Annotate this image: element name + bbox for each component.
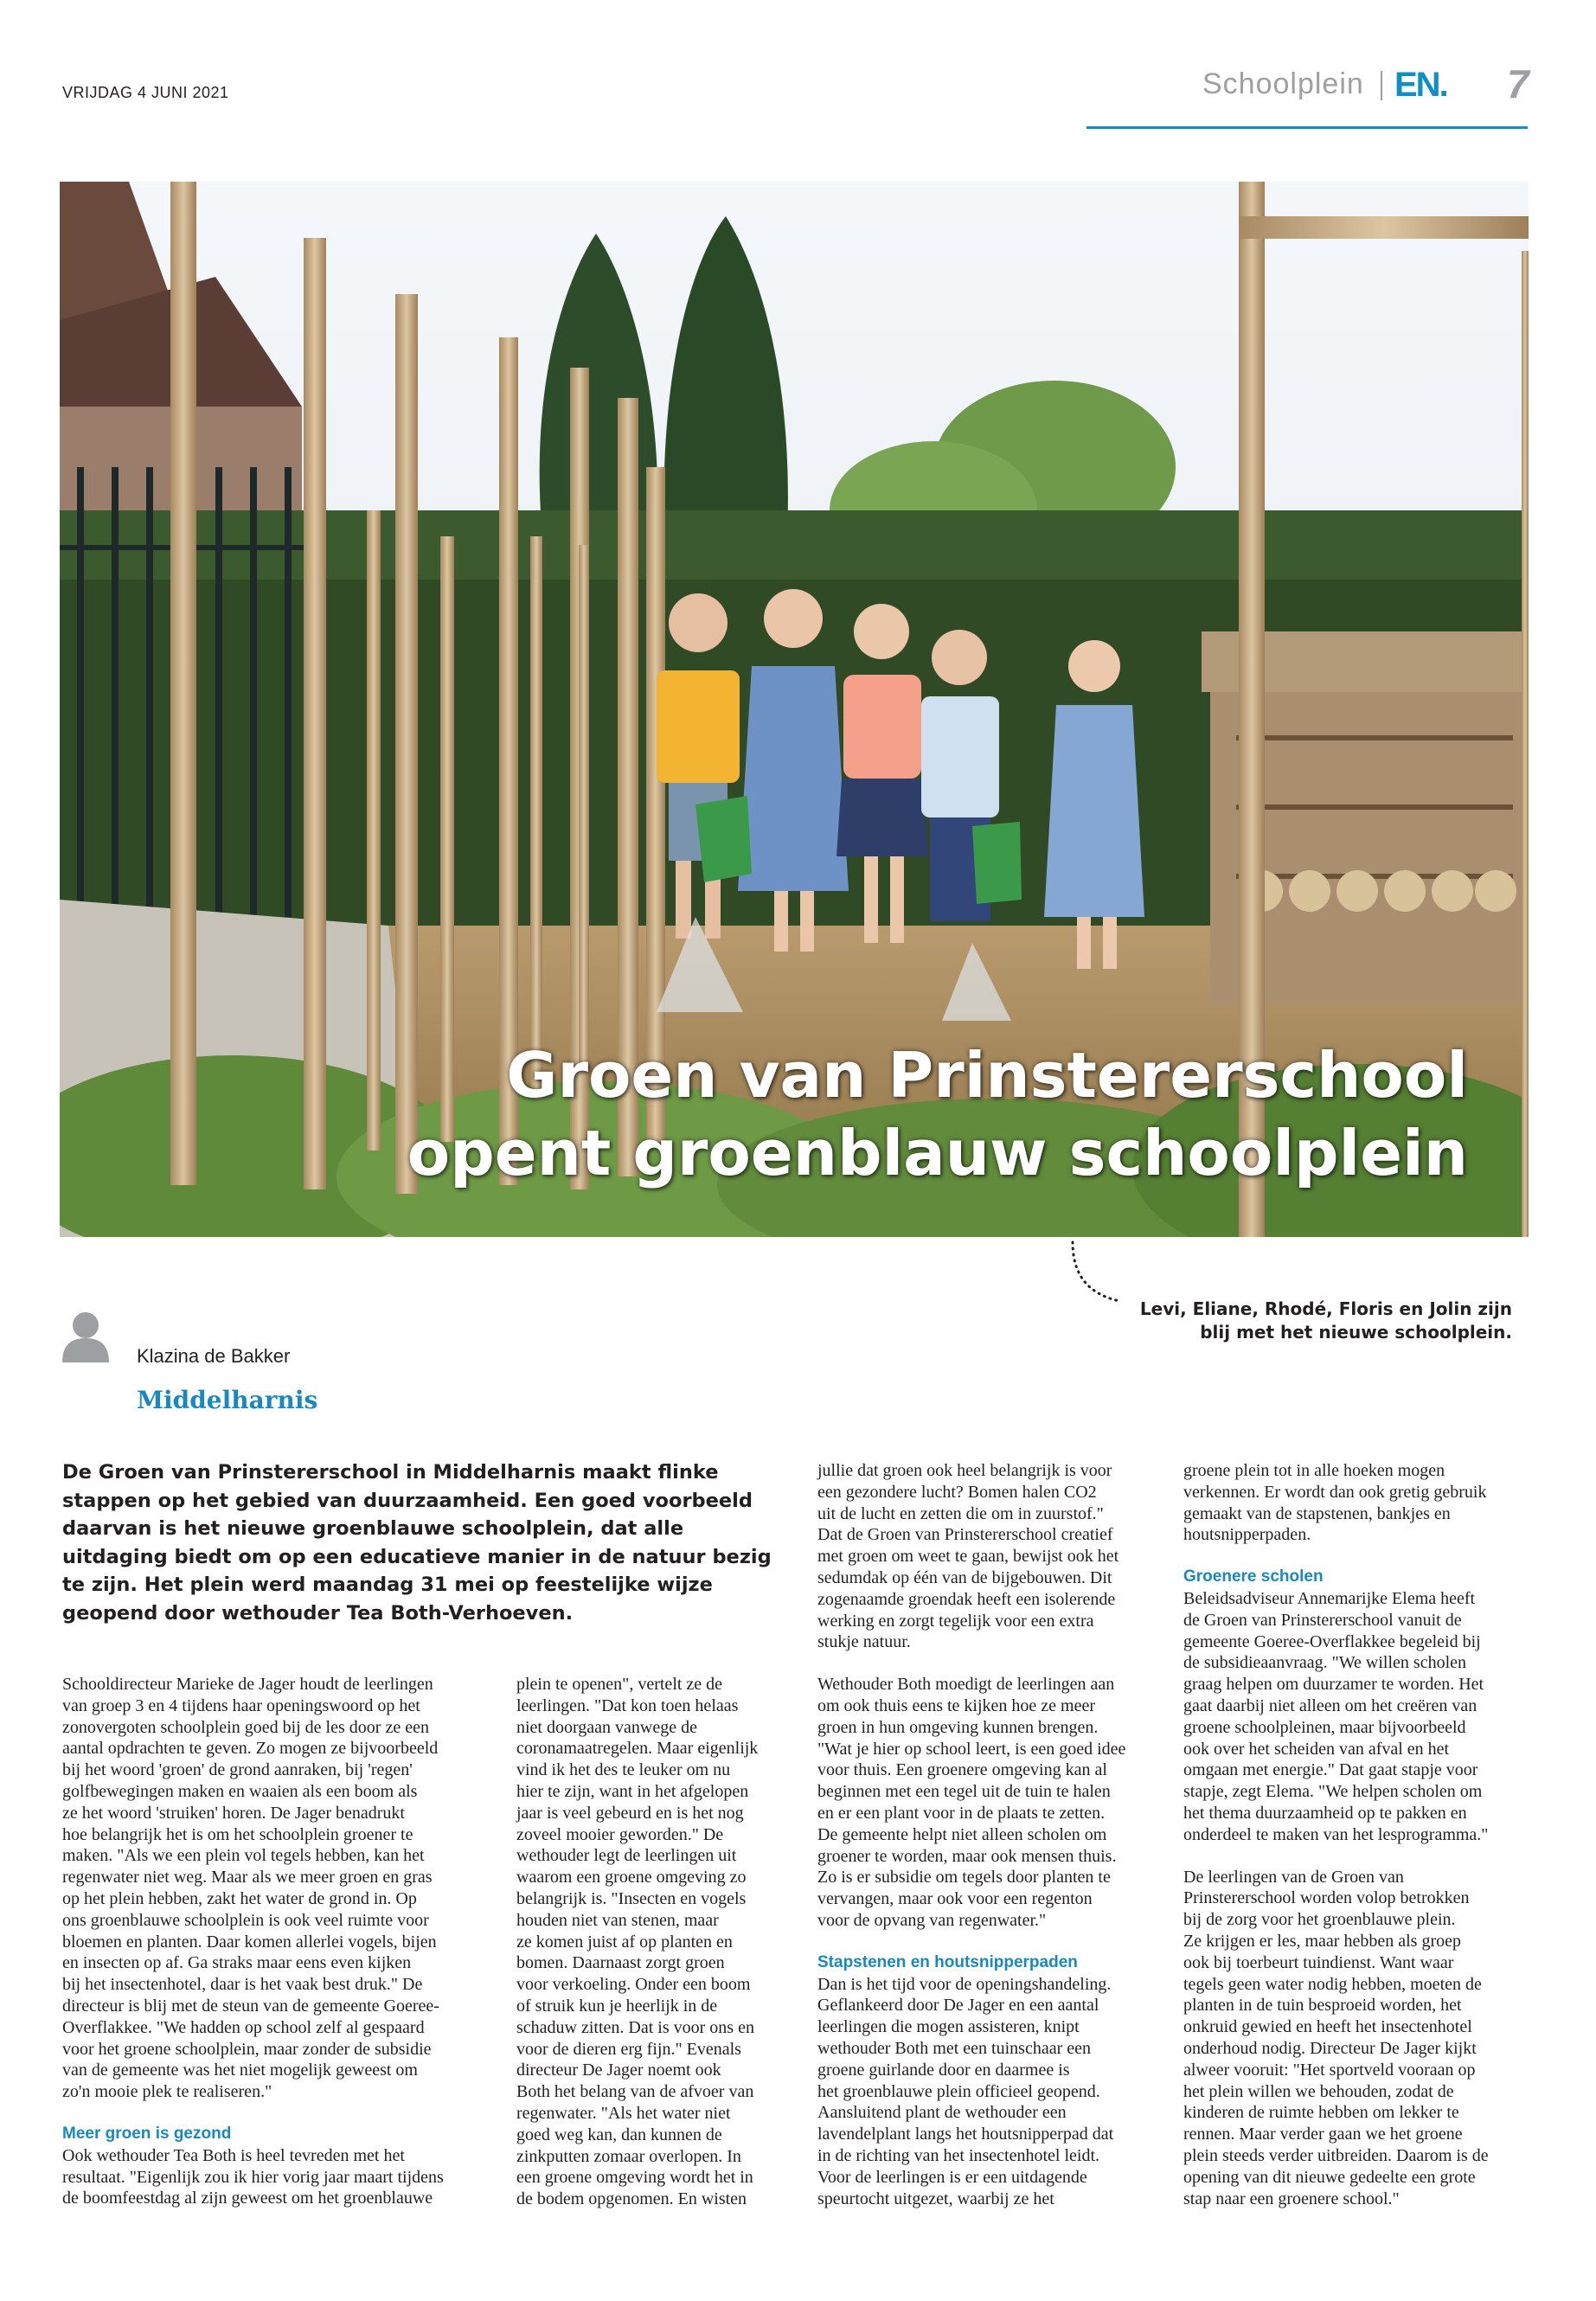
text-line: gemeente Goeree-Overflakkee begeleid bij xyxy=(1183,1631,1481,1651)
header-separator xyxy=(1381,71,1382,100)
body-paragraph xyxy=(1183,1588,1529,1846)
text-line: speurtocht uitgezet, waarbij ze het xyxy=(817,2189,1054,2208)
body-paragraph xyxy=(817,1460,1172,1653)
body-paragraph xyxy=(1183,1867,1529,2210)
text-line: leerlingen die mogen assisteren, knipt xyxy=(817,2017,1080,2037)
text-line: bloemen en planten. Daar komen allerlei vogels, bijen xyxy=(62,1932,437,1952)
text-line: in de richting van het insectenhotel leidt. xyxy=(817,2145,1100,2165)
body-paragraph xyxy=(62,1674,495,2103)
text-line: De leerlingen van de Groen van xyxy=(1183,1867,1404,1887)
text-line: Ze krijgen er les, maar hebben als groep xyxy=(1183,1931,1461,1951)
text-line: ons groenblauwe schoolplein is ook veel ruimte voor xyxy=(62,1910,429,1930)
text-line: Zo is er subsidie om tegels door planten te xyxy=(817,1868,1111,1888)
text-line: voor het groene schoolplein, maar zonder de subsidie xyxy=(62,2039,432,2059)
text-line: voor de dieren erg fijn." Evenals xyxy=(516,2039,741,2059)
text-line: Aansluitend plant de wethouder een xyxy=(817,2103,1067,2123)
text-line: bij de zorg voor het groenblauwe plein. xyxy=(1183,1910,1456,1930)
text-line: ook over het scheiden van afval en het xyxy=(1183,1739,1450,1759)
text-line: golfbewegingen maken en waaien als een boom als xyxy=(62,1781,418,1801)
text-line: onderhoud nodig. Directeur De Jager kijkt xyxy=(1183,2038,1477,2058)
text-line: stap naar een groenere school." xyxy=(1183,2189,1400,2208)
text-line: bij het woord 'groen' de grond aanraken, bij 'regen' xyxy=(62,1760,413,1780)
text-line: de subsidieaanvraag. "We willen scholen xyxy=(1183,1653,1467,1673)
text-line: onderdeel te maken van het lesprogramma." xyxy=(1183,1824,1489,1844)
text-line: hier te zijn, want in het afgelopen xyxy=(516,1781,749,1801)
paragraph-gap xyxy=(817,1932,1172,1952)
text-line: groener te worden, maar ook mensen thuis. xyxy=(817,1846,1117,1866)
text-line: met groen om weet te gaan, bewijst ook het xyxy=(817,1547,1119,1567)
text-line: graag helpen om duurzamer te worden. Het xyxy=(1183,1675,1484,1695)
text-line: kinderen de ruimte hebben om lekker te xyxy=(1183,2103,1459,2123)
text-line: maken. "Als we een plein vol tegels hebben, kan het xyxy=(62,1846,425,1866)
text-line: vervangen, maar ook voor een regenton xyxy=(817,1889,1093,1909)
text-line: van de gemeente was het niet mogelijk geweest om xyxy=(62,2061,418,2080)
body-column-1 xyxy=(62,1674,495,2209)
text-line: Dan is het tijd voor de openingshandeling. xyxy=(817,1974,1112,1994)
text-line: groen in hun omgeving kunnen brengen. xyxy=(817,1717,1099,1737)
photo-caption-line-2: blij met het nieuwe schoolplein. xyxy=(1200,1322,1512,1343)
text-line: zonovergoten schoolplein goed bij de les door ze een xyxy=(62,1717,429,1737)
text-line: rennen. Maar verder gaan we het groene xyxy=(1183,2125,1463,2144)
body-paragraph xyxy=(516,1674,785,2210)
person-silhouette-icon xyxy=(61,1311,111,1362)
text-line: ze komen juist af op planten en xyxy=(516,1932,733,1952)
text-line: Both het belang van de afvoer van xyxy=(516,2082,754,2102)
headline-line-2: opent groenblauw schoolplein xyxy=(407,1117,1468,1189)
text-line: regenwater. "Als het water niet xyxy=(516,2103,731,2123)
text-line: stapje, zegt Elema. "We helpen scholen om xyxy=(1183,1782,1483,1802)
text-line: een groene omgeving wordt het in xyxy=(516,2168,753,2188)
text-line: lavendelplant langs het houtsnipperpad dat xyxy=(817,2125,1114,2144)
dateline: Middelharnis xyxy=(137,1386,318,1414)
text-line: houden niet van stenen, maar xyxy=(516,1910,719,1930)
text-line: Geflankeerd door De Jager en een aantal xyxy=(817,1996,1099,2016)
text-line: voor thuis. Een groenere omgeving kan al xyxy=(817,1760,1107,1780)
text-line: Schooldirecteur Marieke de Jager houdt de leerlingen xyxy=(62,1675,433,1694)
text-line: De gemeente helpt niet alleen scholen om xyxy=(817,1824,1107,1844)
text-line: Dat de Groen van Prinstererschool creatief xyxy=(817,1525,1113,1545)
text-line: schaduw zitten. Dat is voor ons en xyxy=(516,2017,754,2037)
text-line: beginnen met een tegel uit de tuin te halen xyxy=(817,1782,1111,1802)
text-line: stukje natuur. xyxy=(817,1632,911,1652)
text-line: de Groen van Prinstererschool vanuit de xyxy=(1183,1610,1462,1630)
text-line: of struik kun je heerlijk in de xyxy=(516,1996,718,2016)
text-line: leerlingen. "Dat kon toen helaas xyxy=(516,1695,739,1715)
text-line: voor de opvang van regenwater." xyxy=(817,1910,1047,1930)
newspaper-logo: EN. xyxy=(1394,66,1447,104)
body-column-3 xyxy=(817,1460,1172,2209)
text-line: Voor de leerlingen is er een uitdagende xyxy=(817,2167,1087,2187)
text-line: resultaat. "Eigenlijk zou ik hier vorig jaar maart tijdens xyxy=(62,2167,444,2187)
article-photo xyxy=(60,182,1529,1237)
edition-date: VRIJDAG 4 JUNI 2021 xyxy=(62,84,229,101)
text-line: een gezondere lucht? Bomen halen CO2 xyxy=(817,1482,1097,1502)
photo-caption-line-1: Levi, Eliane, Rhodé, Floris en Jolin zijn xyxy=(1139,1298,1512,1319)
article-lead: De Groen van Prinstererschool in Middelharnis maakt flinke stappen op het gebied van duurzaamheid. Een goed voorbeeld daarvan is het nieuwe groenblauwe schoolplein, dat alle uitdaging biedt om op een educatieve manier in de natuur bezig te zijn. Het plein werd maandag 31 mei op feestelijke wijze geopend door wethouder Tea Both-Verhoeven. xyxy=(62,1461,772,1625)
body-column-2 xyxy=(516,1674,785,2210)
paragraph-gap xyxy=(62,2103,495,2124)
text-line: hoe belangrijk het is om het schoolplein groener te xyxy=(62,1824,413,1844)
text-line: voor verkoeling. Onder een boom xyxy=(516,1975,751,1995)
text-line: wethouder Both met een tuinschaar een xyxy=(817,2038,1091,2058)
text-line: de boomfeestdag al zijn geweest om het groenblauwe xyxy=(62,2189,433,2208)
text-line: jaar is veel gebeurd en is het nog xyxy=(516,1803,744,1823)
text-line: ze het woord 'struiken' horen. De Jager benadrukt xyxy=(62,1803,405,1823)
text-line: omgaan met energie." Dat gaat stapje voor xyxy=(1183,1760,1478,1780)
page-number: 7 xyxy=(1507,61,1529,106)
text-line: belangrijk is. "Insecten en vogels xyxy=(516,1888,747,1908)
body-paragraph xyxy=(62,2145,495,2209)
text-line: niet doorgaan vanwege de xyxy=(516,1717,697,1737)
text-line: plein steeds verder uitbreiden. Daarom is de xyxy=(1183,2145,1489,2165)
text-line: plein te openen", vertelt ze de xyxy=(516,1675,723,1694)
text-line: opening van dit nieuwe gedeelte een grote xyxy=(1183,2167,1476,2187)
text-line: zoveel mooier geworden." De xyxy=(516,1824,724,1844)
subheading: Stapstenen en houtsnipperpaden xyxy=(817,1952,1078,1971)
text-line: Wethouder Both moedigt de leerlingen aan xyxy=(817,1675,1115,1695)
section-title: Schoolplein xyxy=(1202,67,1364,100)
text-line: bij het insectenhotel, daar is het vaak best druk." De xyxy=(62,1975,423,1995)
text-line: Ook wethouder Tea Both is heel tevreden met het xyxy=(62,2145,405,2165)
subheading: Meer groen is gezond xyxy=(62,2124,232,2143)
text-line: regenwater niet weg. Maar als we meer groen en gras xyxy=(62,1868,433,1888)
text-line: sedumdak op één van de bijgebouwen. Dit xyxy=(817,1567,1112,1587)
body-column-4 xyxy=(1183,1460,1529,2209)
text-line: "Wat je hier op school leert, is een goed idee xyxy=(817,1739,1126,1759)
body-paragraph xyxy=(817,1674,1172,1932)
text-line: van groep 3 en 4 tijdens haar openingswoord op het xyxy=(62,1695,420,1715)
text-line: wethouder legt de leerlingen uit xyxy=(516,1846,737,1866)
text-line: bomen. Daarnaast zorgt groen xyxy=(516,1953,725,1973)
paragraph-gap xyxy=(817,1653,1172,1674)
text-line: groene guirlande door en daarmee is xyxy=(817,2060,1070,2080)
text-line: uit de lucht en zetten die om in zuurstof." xyxy=(817,1503,1104,1523)
body-paragraph xyxy=(817,1974,1172,2210)
text-line: ook bij toerbeurt tuindienst. Want waar xyxy=(1183,1952,1454,1972)
paragraph-gap xyxy=(1183,1546,1529,1567)
text-line: en insecten op af. Ga straks maar eens even kijken xyxy=(62,1953,412,1973)
text-line: het plein willen we behouden, zodat de xyxy=(1183,2081,1454,2101)
text-line: directeur De Jager noemt ook xyxy=(516,2061,721,2080)
body-paragraph xyxy=(1183,1460,1529,1546)
text-line: gaat daarbij niet alleen om het creëren van xyxy=(1183,1695,1477,1715)
text-line: coronamaatregelen. Maar eigenlijk xyxy=(516,1739,759,1759)
text-line: groene schoolpleinen, maar bijvoorbeeld xyxy=(1183,1717,1466,1737)
text-line: en er een plant voor in de plaats te zetten. xyxy=(817,1803,1106,1823)
text-line: het groenblauwe plein officieel geopend. xyxy=(817,2081,1100,2101)
text-line: aantal opdrachten te geven. Zo mogen ze bijvoorbeeld xyxy=(62,1739,439,1759)
text-line: de bodem opgenomen. En wisten xyxy=(516,2189,747,2209)
subheading: Groenere scholen xyxy=(1183,1567,1324,1586)
text-line: houtsnipperpaden. xyxy=(1183,1525,1311,1545)
headline-line-1: Groen van Prinstererschool xyxy=(506,1039,1468,1112)
author-name: Klazina de Bakker xyxy=(137,1345,291,1367)
photo-caption xyxy=(1038,1298,1512,1344)
text-line: om ook thuis eens te kijken hoe ze meer xyxy=(817,1695,1096,1715)
text-line: jullie dat groen ook heel belangrijk is voor xyxy=(817,1461,1112,1480)
text-line: zinkputten zomaar overlopen. In xyxy=(516,2146,741,2166)
text-line: zogenaamde groendak heeft een isolerende xyxy=(817,1589,1116,1609)
text-line: alweer vooruit: "Het sportveld vooraan op xyxy=(1183,2060,1476,2080)
text-line: directeur is blij met de steun van de gemeente Goeree- xyxy=(62,1996,439,2016)
text-line: gemaakt van de stapstenen, bankjes en xyxy=(1183,1503,1451,1523)
caption-pointer-icon xyxy=(1071,1240,1123,1305)
text-line: Beleidsadviseur Annemarijke Elema heeft xyxy=(1183,1588,1476,1608)
text-line: onkruid gewied en heeft het insectenhotel xyxy=(1183,2017,1472,2037)
text-line: zo'n mooie plek te realiseren." xyxy=(62,2082,272,2102)
text-line: Overflakkee. "We hadden op school zelf al gespaard xyxy=(62,2017,425,2037)
text-line: werking en zorgt tegelijk voor een extra xyxy=(817,1611,1094,1631)
text-line: goed weg kan, dan kunnen de xyxy=(516,2125,722,2144)
text-line: tegels geen water nodig hebben, moeten de xyxy=(1183,1974,1482,1994)
text-line: het thema duurzaamheid op te pakken en xyxy=(1183,1803,1467,1823)
text-line: groene plein tot in alle hoeken mogen xyxy=(1183,1461,1445,1480)
text-line: vind ik het des te leuker om nu xyxy=(516,1760,731,1780)
text-line: op het plein hebben, zakt het water de grond in. Op xyxy=(62,1888,417,1908)
text-line: Prinstererschool worden volop betrokken xyxy=(1183,1888,1470,1908)
text-line: planten in de tuin besproeid worden, het xyxy=(1183,1996,1462,2016)
paragraph-gap xyxy=(1183,1846,1529,1867)
text-line: verkennen. Er wordt dan ook gretig gebruik xyxy=(1183,1482,1487,1502)
text-line: waarom een groene omgeving zo xyxy=(516,1868,747,1888)
header-rule xyxy=(1086,126,1528,129)
